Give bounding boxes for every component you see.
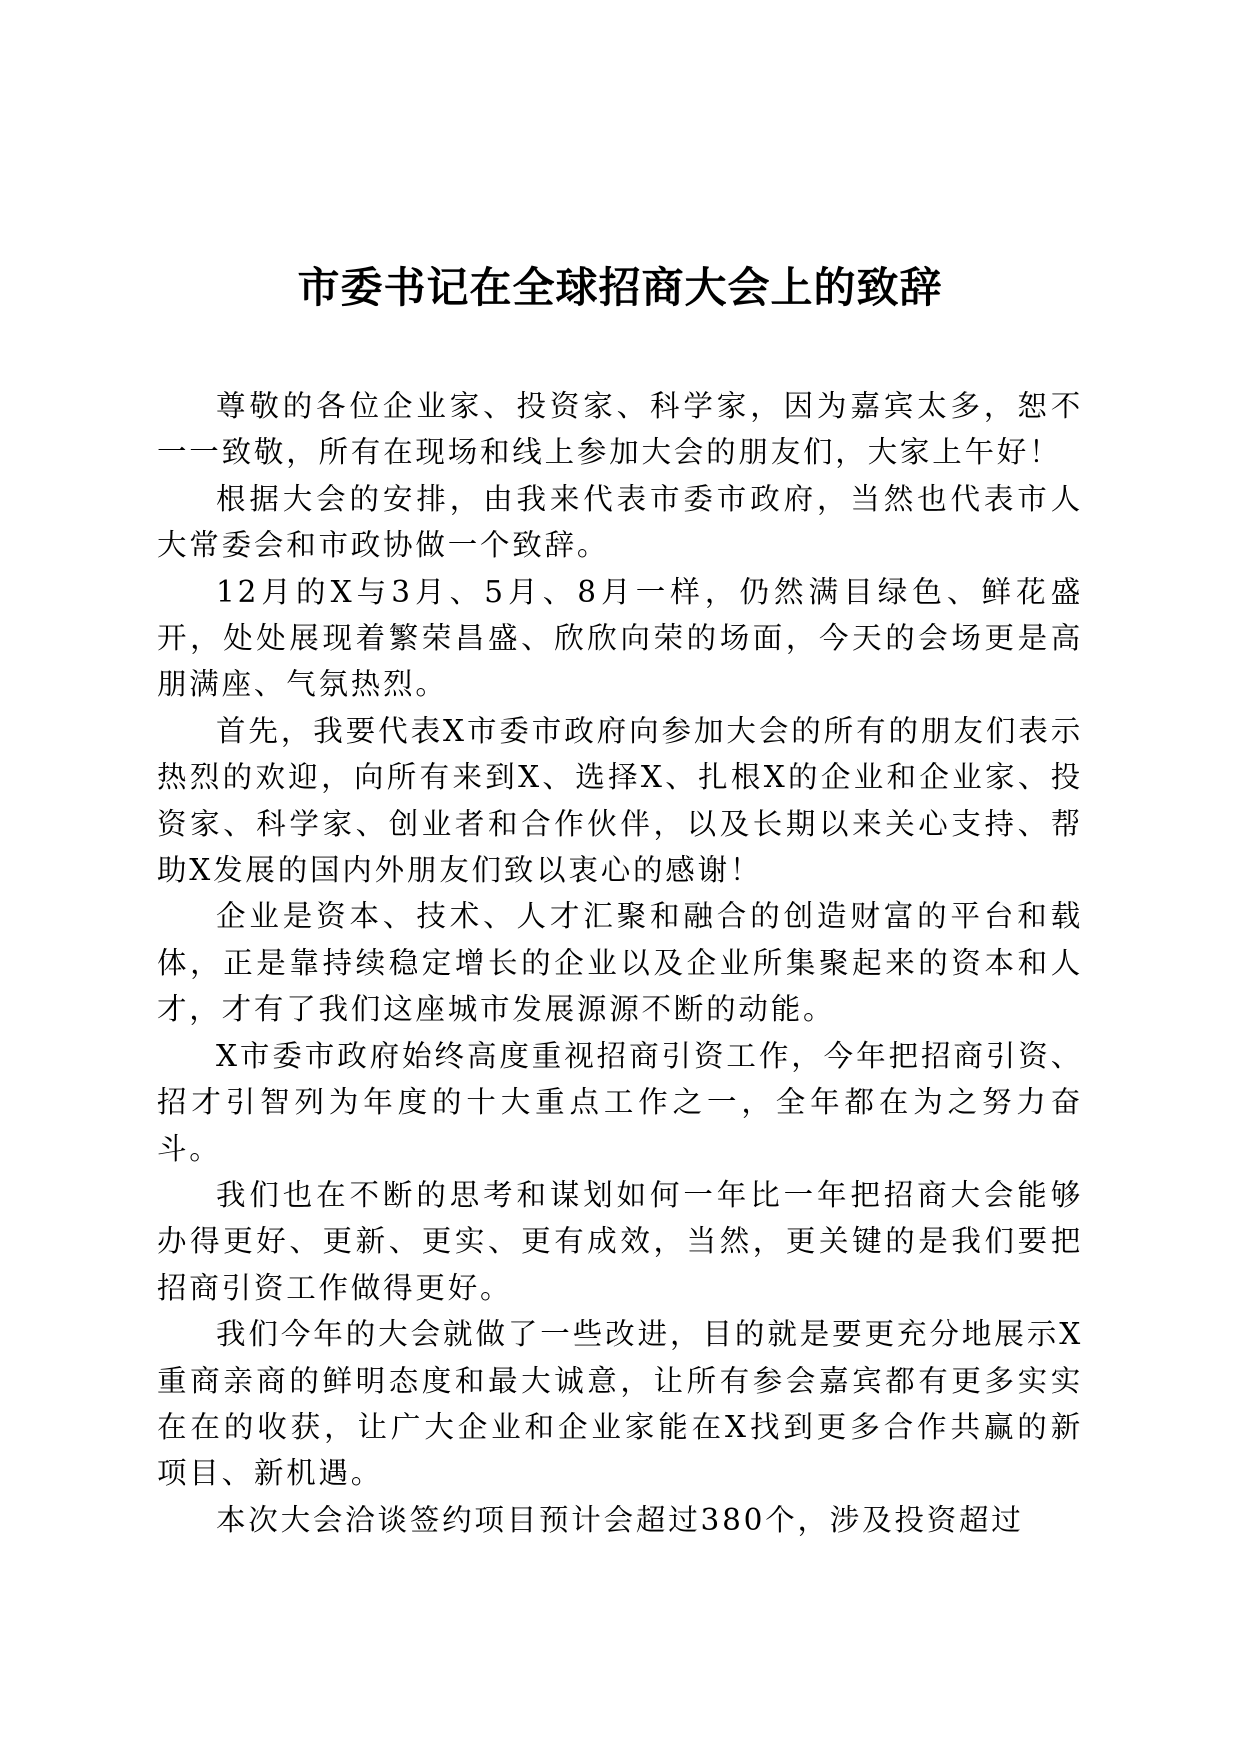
paragraph: 12月的X与3月、5月、8月一样，仍然满目绿色、鲜花盛开，处处展现着繁荣昌盛、欣欣向荣的场面，今天的会场更是高朋满座、气氛热烈。	[157, 574, 1083, 702]
paragraph: 本次大会洽谈签约项目预计会超过380个，涉及投资超过	[216, 1502, 1024, 1537]
paragraph: 尊敬的各位企业家、投资家、科学家，因为嘉宾太多，恕不一一致敬，所有在现场和线上参加大会的朋友们，大家上午好！	[157, 389, 1083, 470]
paragraph: 根据大会的安排，由我来代表市委市政府，当然也代表市人大常委会和市政协做一个致辞。	[157, 481, 1083, 563]
paragraph: X市委市政府始终高度重视招商引资工作，今年把招商引资、招才引智列为年度的十大重点工作之一，全年都在为之努力奋斗。	[157, 1038, 1083, 1166]
page-title: 市委书记在全球招商大会上的致辞	[297, 263, 943, 312]
paragraph: 企业是资本、技术、人才汇聚和融合的创造财富的平台和载体，正是靠持续稳定增长的企业以及企业所集聚起来的资本和人才，才有了我们这座城市发展源源不断的动能。	[157, 899, 1083, 1027]
paragraph: 我们今年的大会就做了一些改进，目的就是要更充分地展示X重商亲商的鲜明态度和最大诚意，让所有参会嘉宾都有更多实实在在的收获，让广大企业和企业家能在X找到更多合作共赢的新项目、新机遇。	[157, 1317, 1083, 1491]
paragraph: 我们也在不断的思考和谋划如何一年比一年把招商大会能够办得更好、更新、更实、更有成效，当然，更关键的是我们要把招商引资工作做得更好。	[157, 1177, 1083, 1305]
speech-body	[157, 383, 1083, 1543]
paragraph: 首先，我要代表X市委市政府向参加大会的所有的朋友们表示热烈的欢迎，向所有来到X、选择X、扎根X的企业和企业家、投资家、科学家、创业者和合作伙伴，以及长期以来关心支持、帮助X发展的国内外朋友们致以衷心的感谢！	[157, 713, 1083, 888]
